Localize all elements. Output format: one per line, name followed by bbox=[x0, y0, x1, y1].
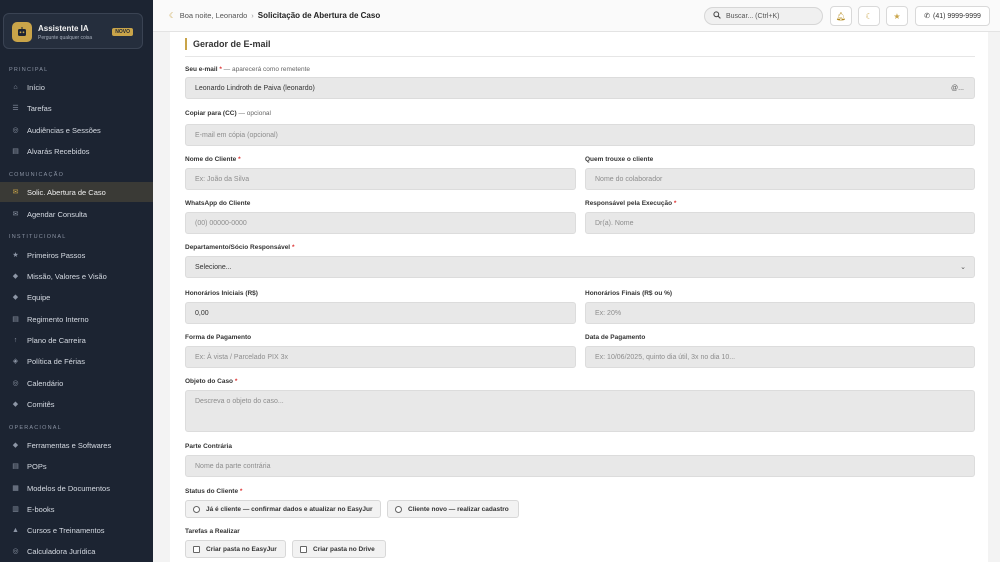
sidebar-item-label: Cursos e Treinamentos bbox=[27, 525, 105, 535]
sidebar-item-label: Comitês bbox=[27, 399, 55, 409]
search-placeholder: Buscar... (Ctrl+K) bbox=[726, 12, 780, 20]
final-fees-label: Honorários Finais (R$ ou %) bbox=[585, 290, 673, 297]
sidebar-item-audiencias[interactable] bbox=[0, 120, 153, 140]
initial-fees-input[interactable] bbox=[185, 302, 576, 324]
sidebar-item-pops[interactable] bbox=[0, 456, 153, 476]
section-principal: PRINCIPAL bbox=[9, 67, 49, 73]
title-divider bbox=[185, 56, 975, 57]
ai-assistant-card[interactable] bbox=[3, 13, 143, 49]
opposing-party-input[interactable] bbox=[185, 455, 975, 477]
radio-circle bbox=[395, 506, 402, 513]
sidebar-item-label: Política de Férias bbox=[27, 356, 85, 366]
sidebar-item-tarefas[interactable] bbox=[0, 98, 153, 118]
template-icon: ▦ bbox=[12, 485, 19, 492]
whatsapp-input[interactable] bbox=[185, 212, 576, 234]
sidebar-item-label: Calendário bbox=[27, 378, 64, 388]
client-name-input[interactable] bbox=[185, 168, 576, 190]
search-input[interactable] bbox=[704, 7, 823, 25]
final-fees-input[interactable] bbox=[585, 302, 975, 324]
search-icon bbox=[713, 11, 721, 21]
star-icon: ★ bbox=[12, 252, 19, 259]
opposing-party-label: Parte Contrária bbox=[185, 443, 232, 450]
group-icon: ◆ bbox=[12, 401, 19, 408]
sidebar-item-label: Equipe bbox=[27, 292, 51, 302]
topbar bbox=[153, 0, 1000, 32]
task-label: Criar pasta no EasyJur bbox=[206, 545, 277, 553]
breadcrumb bbox=[169, 11, 380, 20]
task-drive-checkbox[interactable] bbox=[292, 540, 386, 558]
document-icon: ▤ bbox=[12, 463, 19, 470]
executor-input[interactable] bbox=[585, 212, 975, 234]
favorites-button[interactable] bbox=[886, 6, 908, 26]
email-select[interactable] bbox=[185, 77, 975, 99]
sidebar-item-calendario[interactable] bbox=[0, 373, 153, 393]
star-icon: ★ bbox=[893, 11, 901, 21]
sidebar-item-cursos[interactable] bbox=[0, 520, 153, 540]
client-status-label: Status do Cliente * bbox=[185, 488, 243, 495]
payment-date-label: Data de Pagamento bbox=[585, 334, 646, 341]
section-institucional: INSTITUCIONAL bbox=[9, 234, 67, 240]
sidebar-item-comites[interactable] bbox=[0, 394, 153, 414]
gavel-icon: ◎ bbox=[12, 127, 19, 134]
referrer-input[interactable] bbox=[585, 168, 975, 190]
referrer-placeholder: Nome do colaborador bbox=[595, 175, 663, 183]
email-label: Seu e-mail * — aparecerá como remetente bbox=[185, 66, 311, 73]
sidebar-item-label: Agendar Consulta bbox=[27, 209, 88, 219]
client-name-placeholder: Ex: João da Silva bbox=[195, 175, 250, 183]
payment-method-label: Forma de Pagamento bbox=[185, 334, 252, 341]
sidebar-item-calculadora[interactable] bbox=[0, 541, 153, 561]
department-select[interactable] bbox=[185, 256, 975, 278]
sidebar-item-label: Missão, Valores e Visão bbox=[27, 271, 107, 281]
whatsapp-label: WhatsApp do Cliente bbox=[185, 200, 251, 207]
sidebar-item-label: Solic. Abertura de Caso bbox=[27, 187, 106, 197]
referrer-label: Quem trouxe o cliente bbox=[585, 156, 654, 163]
section-comunicacao: COMUNICAÇÃO bbox=[9, 172, 65, 178]
page-title: Solicitação de Abertura de Caso bbox=[257, 11, 381, 20]
sidebar-item-label: Plano de Carreira bbox=[27, 335, 86, 345]
document-icon: ▤ bbox=[12, 316, 19, 323]
sidebar-item-inicio[interactable] bbox=[0, 77, 153, 97]
whatsapp-placeholder: (00) 00000-0000 bbox=[195, 219, 247, 227]
home-icon: ⌂ bbox=[13, 83, 18, 91]
sidebar-item-label: Calculadora Jurídica bbox=[27, 546, 96, 556]
sidebar-item-label: Tarefas bbox=[27, 103, 52, 113]
sidebar-item-label: Audiências e Sessões bbox=[27, 125, 101, 135]
tasks-label: Tarefas a Realizar bbox=[185, 528, 240, 535]
phone-number: (41) 9999-9999 bbox=[933, 12, 981, 20]
notifications-button[interactable] bbox=[830, 6, 852, 26]
cc-label: Copiar para (CC) — opcional bbox=[185, 110, 271, 117]
greeting: Boa noite, Leonardo bbox=[179, 11, 248, 20]
cc-placeholder: E-mail em cópia (opcional) bbox=[195, 131, 278, 139]
sidebar-item-label: Regimento Interno bbox=[27, 314, 89, 324]
sidebar-item-label: Primeiros Passos bbox=[27, 250, 86, 260]
cc-input[interactable] bbox=[185, 124, 975, 146]
book-icon: ▥ bbox=[12, 506, 19, 513]
case-object-label: Objeto do Caso * bbox=[185, 378, 238, 385]
checkbox-box bbox=[193, 546, 200, 553]
email-value: Leonardo Lindroth de Paiva (leonardo) bbox=[195, 84, 315, 92]
executor-placeholder: Dr(a). Nome bbox=[595, 219, 634, 227]
ai-subtitle: Pergunte qualquer coisa bbox=[38, 35, 93, 41]
status-new-client-radio[interactable] bbox=[387, 500, 519, 518]
theme-toggle-button[interactable] bbox=[858, 6, 880, 26]
checklist-icon: ☰ bbox=[12, 105, 19, 112]
chevron-down-icon: ⌄ bbox=[960, 264, 966, 271]
moon-icon: ☾ bbox=[865, 11, 873, 21]
task-label: Criar pasta no Drive bbox=[313, 545, 375, 553]
sidebar-item-label: Início bbox=[27, 82, 45, 92]
status-option-label: Cliente novo — realizar cadastro bbox=[408, 505, 509, 513]
department-label: Departamento/Sócio Responsável * bbox=[185, 244, 295, 251]
calendar-icon: ◎ bbox=[12, 380, 19, 387]
case-object-placeholder: Descreva o objeto do caso... bbox=[195, 398, 284, 405]
diamond-icon: ◆ bbox=[12, 273, 19, 280]
robot-icon bbox=[12, 22, 32, 42]
sidebar-item-label: Alvarás Recebidos bbox=[27, 146, 90, 156]
beach-icon: ◈ bbox=[12, 358, 19, 365]
sidebar bbox=[0, 0, 153, 562]
sidebar-item-alvaras[interactable] bbox=[0, 141, 153, 161]
status-existing-client-radio[interactable] bbox=[185, 500, 381, 518]
client-name-label: Nome do Cliente * bbox=[185, 156, 241, 163]
email-generator-panel bbox=[170, 32, 988, 562]
checkbox-box bbox=[300, 546, 307, 553]
status-option-label: Já é cliente — confirmar dados e atualizar no EasyJur bbox=[206, 505, 373, 513]
sidebar-item-label: Modelos de Documentos bbox=[27, 483, 110, 493]
payment-method-input[interactable] bbox=[185, 346, 576, 368]
opposing-party-placeholder: Nome da parte contrária bbox=[195, 462, 271, 470]
sidebar-item-missao[interactable] bbox=[0, 266, 153, 286]
executor-label: Responsável pela Execução * bbox=[585, 200, 677, 207]
sidebar-item-ferramentas[interactable] bbox=[0, 435, 153, 455]
sidebar-item-primeiros-passos[interactable] bbox=[0, 245, 153, 265]
sidebar-item-ferias[interactable] bbox=[0, 351, 153, 371]
phone-button[interactable] bbox=[915, 6, 990, 26]
sidebar-item-equipe[interactable] bbox=[0, 287, 153, 307]
sidebar-item-plano-carreira[interactable] bbox=[0, 330, 153, 350]
graduation-icon: ▲ bbox=[12, 526, 19, 534]
ai-title: Assistente IA bbox=[38, 24, 89, 33]
sidebar-item-label: Ferramentas e Softwares bbox=[27, 440, 112, 450]
bell-icon: 🔔︎ bbox=[835, 11, 847, 21]
calculator-icon: ◎ bbox=[12, 548, 19, 555]
mail-icon: ✉ bbox=[12, 189, 19, 196]
payment-date-placeholder: Ex: 10/06/2025, quinto dia útil, 3x no dia 10... bbox=[595, 353, 736, 361]
case-object-textarea[interactable] bbox=[185, 390, 975, 432]
payment-date-input[interactable] bbox=[585, 346, 975, 368]
final-fees-placeholder: Ex: 20% bbox=[595, 309, 622, 317]
section-title: Gerador de E-mail bbox=[185, 38, 271, 50]
radio-circle bbox=[193, 506, 200, 513]
mail-icon: ✉ bbox=[12, 211, 19, 218]
phone-icon: ✆ bbox=[924, 13, 930, 20]
new-badge: NOVO bbox=[112, 28, 133, 36]
department-value: Selecione... bbox=[195, 263, 232, 271]
task-easyjur-checkbox[interactable] bbox=[185, 540, 286, 558]
team-icon: ◆ bbox=[12, 294, 19, 301]
tools-icon: ◆ bbox=[12, 442, 19, 449]
arrow-up-icon: ↑ bbox=[13, 336, 18, 344]
moon-icon: ☾ bbox=[169, 11, 176, 20]
sidebar-item-label: E-books bbox=[27, 504, 55, 514]
sidebar-item-label: POPs bbox=[27, 461, 47, 471]
payment-method-placeholder: Ex: À vista / Parcelado PIX 3x bbox=[195, 353, 288, 361]
section-operacional: OPERACIONAL bbox=[9, 425, 62, 431]
sidebar-item-regimento[interactable] bbox=[0, 309, 153, 329]
initial-fees-value: 0,00 bbox=[195, 309, 209, 317]
money-icon: ▤ bbox=[12, 148, 19, 155]
sidebar-item-solic-abertura[interactable] bbox=[0, 182, 153, 202]
breadcrumb-separator: › bbox=[251, 11, 254, 20]
sidebar-item-agendar[interactable] bbox=[0, 204, 153, 224]
sidebar-item-ebooks[interactable] bbox=[0, 499, 153, 519]
sidebar-item-modelos[interactable] bbox=[0, 478, 153, 498]
initial-fees-label: Honorários Iniciais (R$) bbox=[185, 290, 258, 297]
email-domain-suffix: @... bbox=[951, 84, 964, 92]
